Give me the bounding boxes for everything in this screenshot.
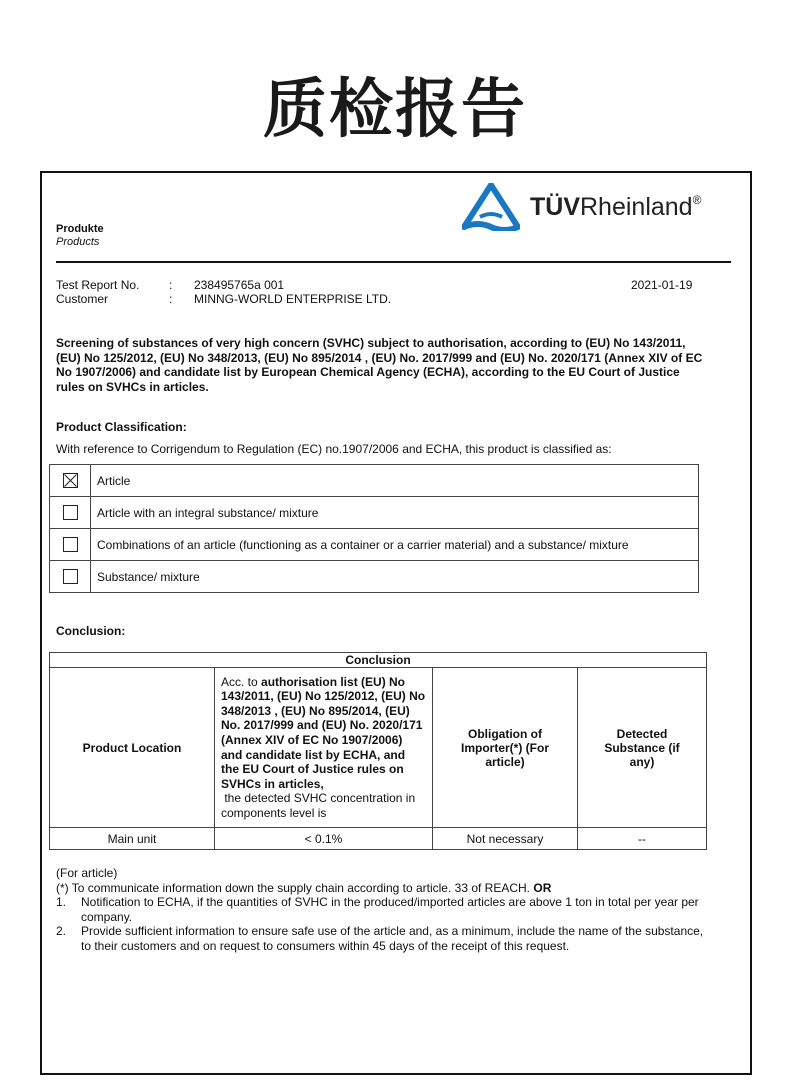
classification-row: [50, 465, 699, 497]
separator: :: [169, 278, 173, 292]
tuv-triangle-icon: [462, 183, 520, 231]
page-title: 质检报告: [263, 73, 527, 147]
checkbox-checked[interactable]: [63, 473, 78, 488]
col-authorisation-list: [215, 668, 433, 828]
classification-label: Article: [91, 465, 699, 497]
conclusion-table-title: Conclusion: [50, 653, 707, 668]
note-line: [56, 881, 716, 896]
note-line: (For article): [56, 866, 118, 880]
logo-brand-rest: Rheinland: [580, 192, 693, 221]
checkbox[interactable]: [63, 537, 78, 552]
note-item: [56, 924, 716, 953]
note-text: Notification to ECHA, if the quantities of SVHC in the produced/imported articles are above 1 ton in total per year per company.: [81, 895, 699, 924]
customer-label: Customer: [56, 292, 109, 306]
conclusion-table: [49, 652, 707, 850]
classification-table: [49, 464, 699, 593]
note-or: OR: [533, 880, 552, 895]
test-report-number: 238495765a 001: [194, 278, 285, 292]
customer-name: MINNG-WORLD ENTERPRISE LTD.: [194, 292, 392, 306]
screening-statement: Screening of substances of very high concern (SVHC) subject to authorisation, according to (EU) No 143/2011, (EU) No 125/2012, (EU) No 348/2013, (EU) No 895/2014 , (EU) No. 2017/999 and (EU) No. 2020/171 (Annex XIV of EC No 1907/2006) and candidate list by European Chemical Agency (ECHA), according to the EU Court of Justice rules on SVHCs in articles.: [56, 336, 703, 395]
classification-row: [50, 561, 699, 593]
classification-label: Article with an integral substance/ mixture: [91, 497, 699, 529]
classification-label: Substance/ mixture: [91, 561, 699, 593]
table-row: [50, 828, 707, 850]
cell-substance: --: [578, 828, 707, 850]
classification-intro: With reference to Corrigendum to Regulation (EC) no.1907/2006 and ECHA, this product is classified as:: [56, 442, 612, 456]
note-item: [56, 895, 716, 924]
conclusion-heading: Conclusion:: [56, 624, 126, 638]
col-product-location: Product Location: [50, 668, 215, 828]
registered-mark: ®: [692, 192, 702, 207]
report-date: 2021-01-19: [631, 278, 693, 292]
header-divider: [56, 261, 731, 263]
footnotes: [56, 866, 716, 953]
col-detected-substance: Detected Substance (if any): [578, 668, 707, 828]
note-text: Provide sufficient information to ensure safe use of the article and, as a minimum, include the name of the substance, to their customers and on request to consumers within 45 days of the receipt of this request.: [81, 924, 704, 953]
test-report-label: Test Report No.: [56, 278, 140, 292]
report-document: [40, 171, 752, 1075]
classification-row: [50, 529, 699, 561]
logo-brand-bold: TÜV: [530, 192, 580, 221]
checkbox[interactable]: [63, 569, 78, 584]
classification-row: [50, 497, 699, 529]
section-label-de: Produkte: [56, 223, 104, 235]
classification-heading: Product Classification:: [56, 420, 187, 434]
col2-bold: authorisation list (EU) No 143/2011, (EU) No 125/2012, (EU) No 348/2013 , (EU) No 895/2014, (EU) No. 2017/999 and (EU) No. 2020/171 (Annex XIV of EC No 1907/2006) and candidate list by ECHA, and the EU Court of Justice rules on SVHCs in articles,: [221, 674, 426, 791]
cell-concentration: < 0.1%: [215, 828, 433, 850]
note-num: 2.: [56, 924, 67, 938]
col2-suffix: the detected SVHC concentration in components level is: [221, 791, 416, 820]
cell-location: Main unit: [50, 828, 215, 850]
note-text: (*) To communicate information down the supply chain according to article. 33 of REACH.: [56, 880, 531, 895]
classification-label: Combinations of an article (functioning as a container or a carrier material) and a substance/ mixture: [91, 529, 699, 561]
col2-prefix: Acc. to: [221, 674, 262, 689]
note-num: 1.: [56, 895, 67, 909]
cell-obligation: Not necessary: [433, 828, 578, 850]
separator: :: [169, 292, 173, 306]
col-obligation: Obligation of Importer(*) (For article): [433, 668, 578, 828]
tuv-logo: [462, 183, 701, 231]
section-label-en: Products: [56, 236, 100, 248]
checkbox[interactable]: [63, 505, 78, 520]
